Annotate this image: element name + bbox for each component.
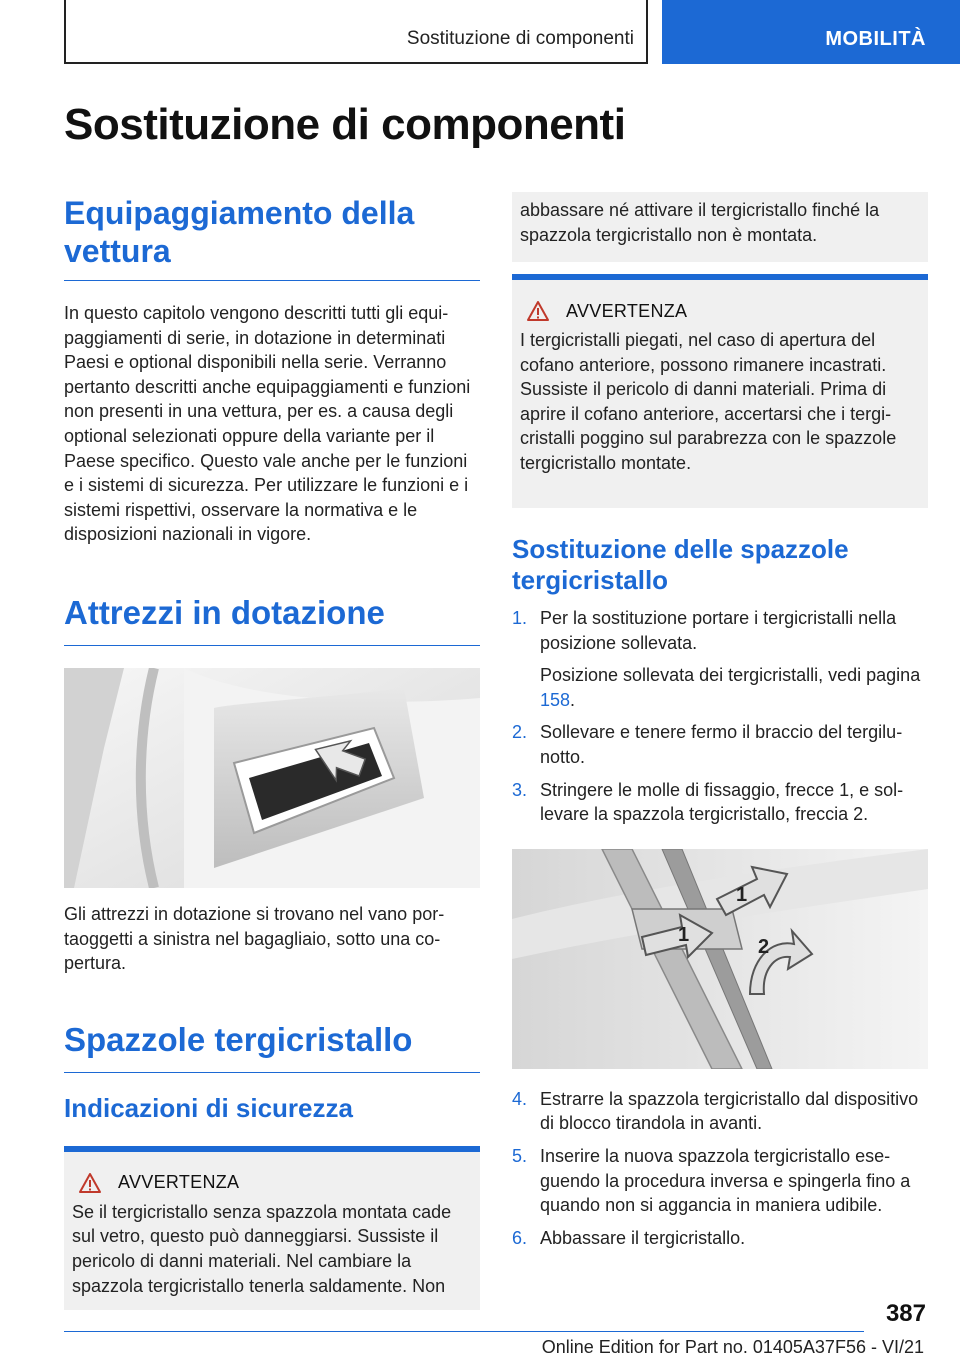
step-text: Sollevare e tenere fermo il braccio del tergilunotto. [540,722,903,767]
warning-text-1: Se il tergicristallo senza spazzola montata cade sul vetro, questo può danneggiarsi. Sussiste il pericolo di danni materiali. Nel cambiare la spazzola tergicristallo tenerla saldamente. Non [72,1201,452,1296]
step-number: 6. [512,1227,528,1248]
warning-title-1-text: AVVERTENZA [118,1172,240,1193]
arrow-label-1a: 1 [678,923,690,946]
warning-text-2: I tergicristalli piegati, nel caso di apertura del cofano anteriore, possono rimanere incastrati. Sussiste il pericolo di danni materiali. Prima di aprire il cofano anteriore, accertarsi che i tergicristalli poggino sul parabrezza con le spazzole tergicristallo montate. [520,330,897,473]
step-text: Estrarre la spazzola tergicristallo dal dispositivo di blocco tirandola in avanti. [540,1088,919,1134]
steps-list-a [512,606,928,827]
wiper-release-illustration [512,849,928,1069]
safety-heading: Indicazioni di sicurezza [64,1092,353,1123]
step-note [540,663,928,712]
footer-rule [64,1331,864,1332]
step-text: Per la sostituzione portare i tergicristalli nella posizione sollevata. [540,608,897,653]
warning-triangle-icon [78,1172,102,1194]
step-item [512,1087,928,1136]
header-chapter-title: MOBILITÀ [825,28,926,50]
warning-title-2-text: AVVERTENZA [566,300,688,321]
step-number: 1. [512,608,528,628]
wipers-heading: Spazzole tergicristallo [64,1020,413,1058]
warning-title-1 [78,1172,472,1194]
step-note-text: Posizione sollevata dei tergicristalli, vedi pagina [540,665,921,686]
left-column [64,190,480,1310]
step-number: 2. [512,722,528,743]
step-number: 4. [512,1088,528,1109]
page-title: Sostituzione di componenti [64,100,626,149]
steps-list-b [512,1087,928,1251]
equip-rule [64,280,480,281]
tools-text: Gli attrezzi in dotazione si trovano nel vano portaoggetti a sinistra nel bagagliaio, sotto una copertura. [64,903,445,974]
step-number: 3. [512,779,528,800]
header-chapter-tab[interactable] [662,0,960,64]
warning-box-1 [64,1146,480,1310]
arrow-label-1b: 1 [736,883,748,906]
arrow-label-2: 2 [758,935,770,958]
warning-title-2 [526,300,920,322]
step-text: Inserire la nuova spazzola tergicristallo eseguendo la procedura inversa e spingerla fino a quando non si aggancia in maniera udibile. [540,1145,911,1216]
page-link-158[interactable]: 158 [540,689,571,710]
header-section-title: Sostituzione di componenti [406,28,634,49]
warning-triangle-icon [526,300,550,322]
step-item [512,606,928,712]
step-note-suffix: . [570,689,576,710]
wiper-photo [512,849,928,1069]
right-column [512,192,928,1250]
step-item [512,778,928,827]
tools-compartment-illustration [64,668,480,888]
step-item [512,1226,928,1251]
footer-edition: Online Edition for Part no. 01405A37F56 - VI/21 [541,1337,924,1357]
wipers-rule [64,1072,480,1073]
tools-heading: Attrezzi in dotazione [64,593,385,631]
step-number: 5. [512,1145,528,1166]
header-section-tab [64,0,648,64]
warning-box-2 [512,274,928,508]
step-text: Abbassare il tergicristallo. [540,1227,746,1248]
page-number: 387 [885,1300,926,1327]
equip-heading: Equipaggiamento della vettura [64,195,415,269]
tools-photo [64,668,480,888]
step-text: Stringere le molle di fissaggio, frecce 1, e sollevare la spazzola tergicristallo, freccia 2. [540,779,904,825]
step-item [512,1144,928,1218]
step-item [512,720,928,769]
warning-text-1-continued: abbassare né attivare il tergicristallo finché la spazzola tergicristallo non è montata. [520,200,880,245]
equip-text: In questo capitolo vengono descritti tutti gli equipaggiamenti di serie, in dotazione in determinati Paesi e optional disponibili nella serie. Verranno pertanto descritti anche equipaggiamenti e funzioni non presenti in una vettura, per es. a causa degli optional selezionati oppure della variante per il Paese specifico. Questo vale anche per le funzioni e i sistemi di sicurezza. Per utilizzare le funzioni e i sistemi rispettivi, osservare la normativa e le disposizioni nazionali in vigore. [64,303,471,545]
warning-box-1-continued [512,192,928,262]
replace-heading: Sostituzione delle spazzole tergicristallo [512,534,849,595]
tools-rule [64,645,480,646]
